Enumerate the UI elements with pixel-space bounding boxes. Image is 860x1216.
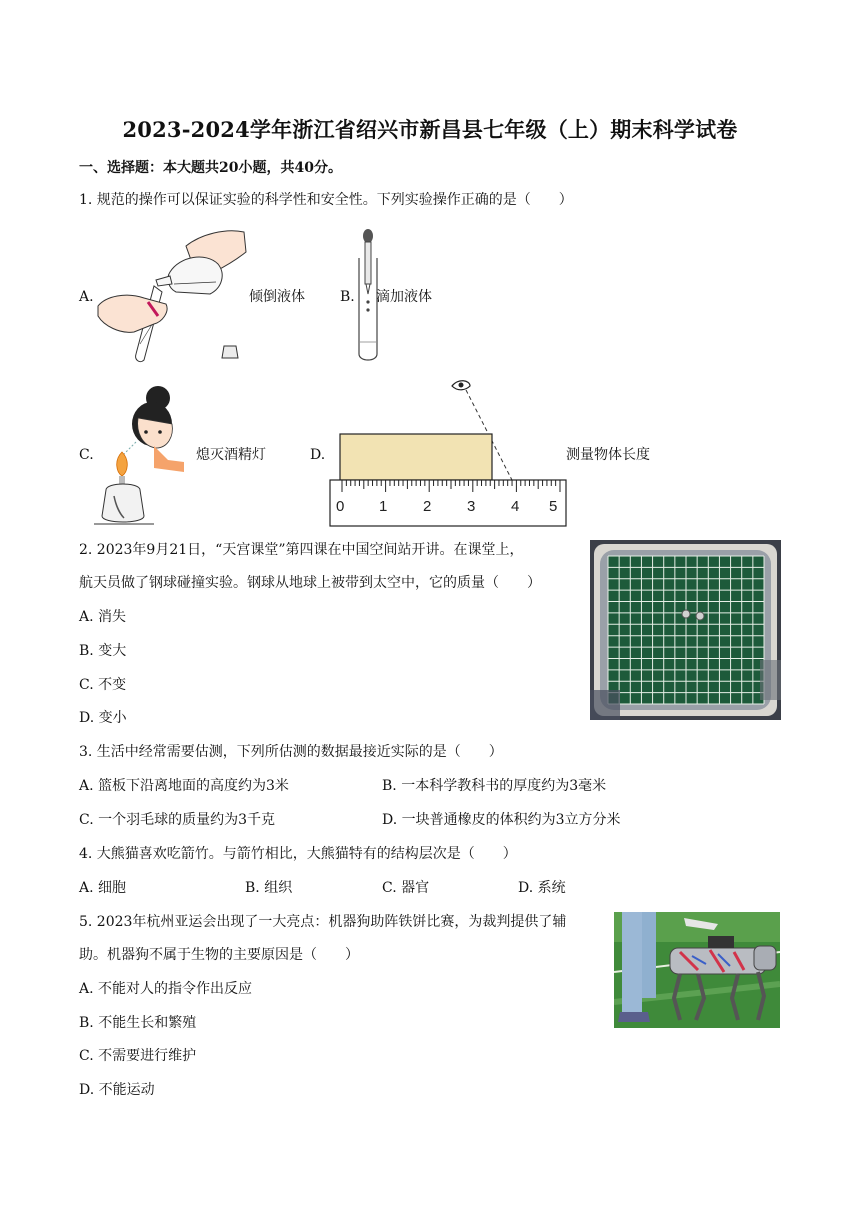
ruler-label-4: 4 (511, 498, 520, 515)
q1-option-d-letter: D. (310, 447, 326, 463)
q3-option-b: B. 一本科学教科书的厚度约为3毫米 (382, 778, 607, 794)
page-title: 2023-2024学年浙江省绍兴市新昌县七年级（上）期末科学试卷 (122, 117, 738, 142)
question-4-stem: 4. 大熊猫喜欢吃箭竹。与箭竹相比，大熊猫特有的结构层次是（ ） (79, 846, 517, 862)
q4-option-a: A. 细胞 (79, 880, 127, 896)
section-heading: 一、选择题：本大题共20小题，共40分。 (79, 160, 342, 176)
question-3-stem: 3. 生活中经常需要估测，下列所估测的数据最接近实际的是（ ） (79, 744, 503, 760)
q2-option-b: B. 变大 (79, 643, 127, 659)
blow-out-lamp-illustration (94, 376, 198, 528)
q2-option-a: A. 消失 (79, 609, 127, 625)
question-2-stem-line2: 航天员做了钢球碰撞实验。钢球从地球上被带到太空中，它的质量（ ） (79, 575, 541, 591)
space-station-grid-photo (590, 540, 781, 720)
q1-option-c-text: 熄灭酒精灯 (196, 447, 266, 463)
q1-option-c-letter: C. (79, 447, 94, 463)
q3-option-a: A. 篮板下沿离地面的高度约为3米 (79, 778, 289, 794)
q5-option-b: B. 不能生长和繁殖 (79, 1015, 197, 1031)
q1-option-d-text: 测量物体长度 (566, 447, 650, 463)
q4-option-c: C. 器官 (382, 880, 430, 896)
ruler-label-0: 0 (336, 498, 345, 515)
q3-option-d: D. 一块普通橡皮的体积约为3立方分米 (382, 812, 621, 828)
ruler-measurement-illustration (328, 376, 570, 528)
robot-dog-photo (614, 912, 780, 1028)
q4-option-d: D. 系统 (518, 880, 566, 896)
q2-option-d: D. 变小 (79, 710, 127, 726)
ruler-label-3: 3 (467, 498, 476, 515)
q5-option-c: C. 不需要进行维护 (79, 1048, 197, 1064)
ruler-label-2: 2 (423, 498, 432, 515)
q1-option-b-letter: B. (340, 289, 355, 305)
question-5-stem-line2: 助。机器狗不属于生物的主要原因是（ ） (79, 947, 359, 963)
q3-option-c: C. 一个羽毛球的质量约为3千克 (79, 812, 276, 828)
pour-liquid-illustration (96, 226, 248, 366)
q4-option-b: B. 组织 (245, 880, 293, 896)
q1-option-a-letter: A. (79, 289, 94, 305)
q1-option-b-text: 滴加液体 (376, 289, 432, 305)
question-2-stem-line1: 2. 2023年9月21日，“天宫课堂”第四课在中国空间站开讲。在课堂上， (79, 542, 524, 558)
ruler-label-5: 5 (549, 498, 558, 515)
question-5-stem-line1: 5. 2023年杭州亚运会出现了一大亮点：机器狗助阵铁饼比赛，为裁判提供了辅 (79, 914, 567, 930)
q2-option-c: C. 不变 (79, 677, 127, 693)
q1-option-a-text: 倾倒液体 (249, 289, 305, 305)
question-1-stem: 1. 规范的操作可以保证实验的科学性和安全性。下列实验操作正确的是（ ） (79, 192, 573, 208)
q5-option-a: A. 不能对人的指令作出反应 (79, 981, 253, 997)
ruler-label-1: 1 (379, 498, 388, 515)
q5-option-d: D. 不能运动 (79, 1082, 155, 1098)
